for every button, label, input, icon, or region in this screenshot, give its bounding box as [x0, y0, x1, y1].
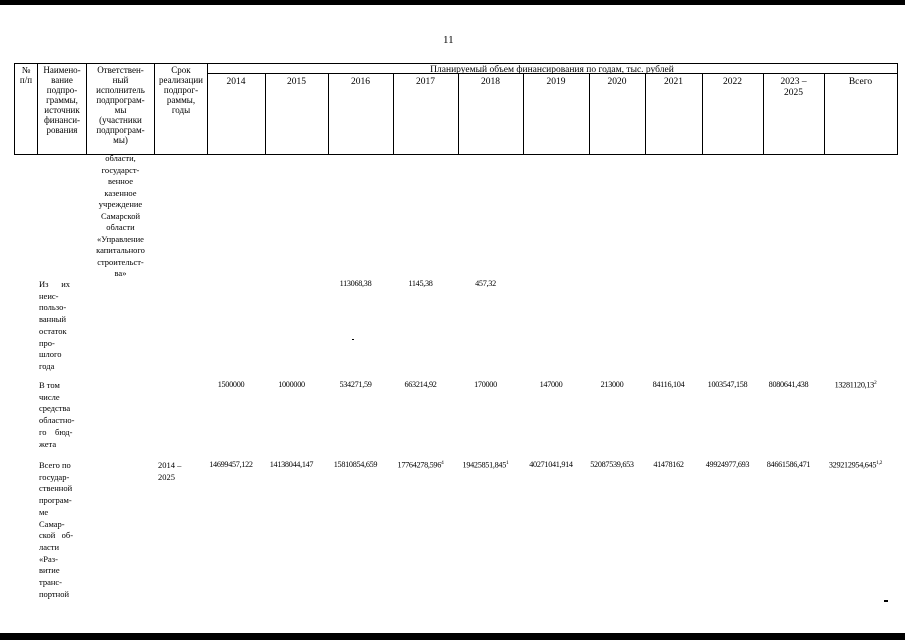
header-funding: Планируемый объем финансирования по годам, тыс. рублей: [430, 65, 674, 75]
value-cell: 663214,92: [404, 380, 437, 389]
header-period: Срок реализации подпрог- раммы, годы: [159, 65, 203, 115]
value-cell: 1500000: [217, 380, 245, 389]
value-cell: 213000: [600, 380, 624, 389]
value-cell: 329212954,645$^{1,2}$: [828, 460, 883, 470]
year-header: 2014: [226, 77, 246, 87]
scan-speck: [884, 600, 888, 602]
year-header: 2020: [607, 77, 627, 87]
footnote-mark: 1,2: [876, 460, 883, 466]
row-period-total: 2014 – 2025: [158, 460, 182, 482]
value-cell: 13281120,13$^2$: [834, 380, 877, 390]
value-cell: 1145,38: [408, 279, 433, 288]
value-cell: 17764278,596$^4$: [397, 460, 444, 470]
year-header: 2022: [723, 77, 742, 87]
row-label-unused-balance: Из их неис- пользо- ванный остаток про- шлого года: [39, 279, 71, 371]
value-cell: 84116,104: [652, 380, 685, 389]
value-cell: 52087539,653: [590, 460, 634, 469]
value-cell: 113068,38: [339, 279, 372, 288]
value-cell: 1003547,158: [707, 380, 748, 389]
executor-continuation: области, государст- венное казенное учреждение Самарской области «Управление капитального строительст- ва»: [96, 153, 145, 278]
value-cell: 19425851,845$^1$: [462, 460, 509, 470]
year-header: 2015: [287, 77, 306, 87]
year-header: 2021: [664, 77, 683, 87]
value-cell: 170000: [474, 380, 497, 389]
year-header: 2017: [416, 77, 435, 87]
table-rule: [14, 63, 897, 64]
row-label-regional-budget: В том числе средства областно- го бюд- жета: [39, 380, 75, 449]
year-header: Всего: [848, 77, 873, 87]
scan-speck: [352, 339, 354, 340]
value-cell: 147000: [539, 380, 563, 389]
value-cell: 49924977,693: [705, 460, 750, 469]
header-num: № п/п: [19, 65, 33, 85]
page-number: 11: [443, 34, 454, 46]
row-label-program-total: Всего по государ- ственной програм- ме Самар- ской об- ласти «Раз- витие транс- портной: [39, 460, 74, 599]
year-header: 2018: [481, 77, 500, 87]
value-cell: 8080641,438: [768, 380, 809, 389]
top-border: [0, 0, 905, 5]
year-header: 2016: [351, 77, 370, 87]
year-header: 2023 – 2025: [780, 77, 807, 98]
value-cell: 14138044,147: [269, 460, 314, 469]
bottom-border: [0, 633, 905, 640]
footnote-mark: 4: [441, 460, 444, 466]
value-cell: 84661586,471: [766, 460, 811, 469]
value-cell: 15810854,659: [333, 460, 378, 469]
value-cell: 40271041,914: [529, 460, 573, 469]
table-rule: [897, 63, 898, 155]
value-cell: 41478162: [653, 460, 684, 469]
header-executor: Ответствен- ный исполнитель подпрограм- мы (участники подпрограм- мы): [96, 65, 145, 145]
value-cell: 457,32: [475, 279, 496, 288]
header-name: Наимено- вание подпро- граммы, источник финанси- рования: [43, 65, 81, 135]
year-header: 2019: [546, 77, 566, 87]
footnote-mark: 1: [506, 460, 509, 466]
footnote-mark: 2: [873, 380, 877, 386]
value-cell: 534271,59: [339, 380, 372, 389]
value-cell: 1000000: [278, 380, 305, 389]
value-cell: 14699457,122: [209, 460, 253, 469]
